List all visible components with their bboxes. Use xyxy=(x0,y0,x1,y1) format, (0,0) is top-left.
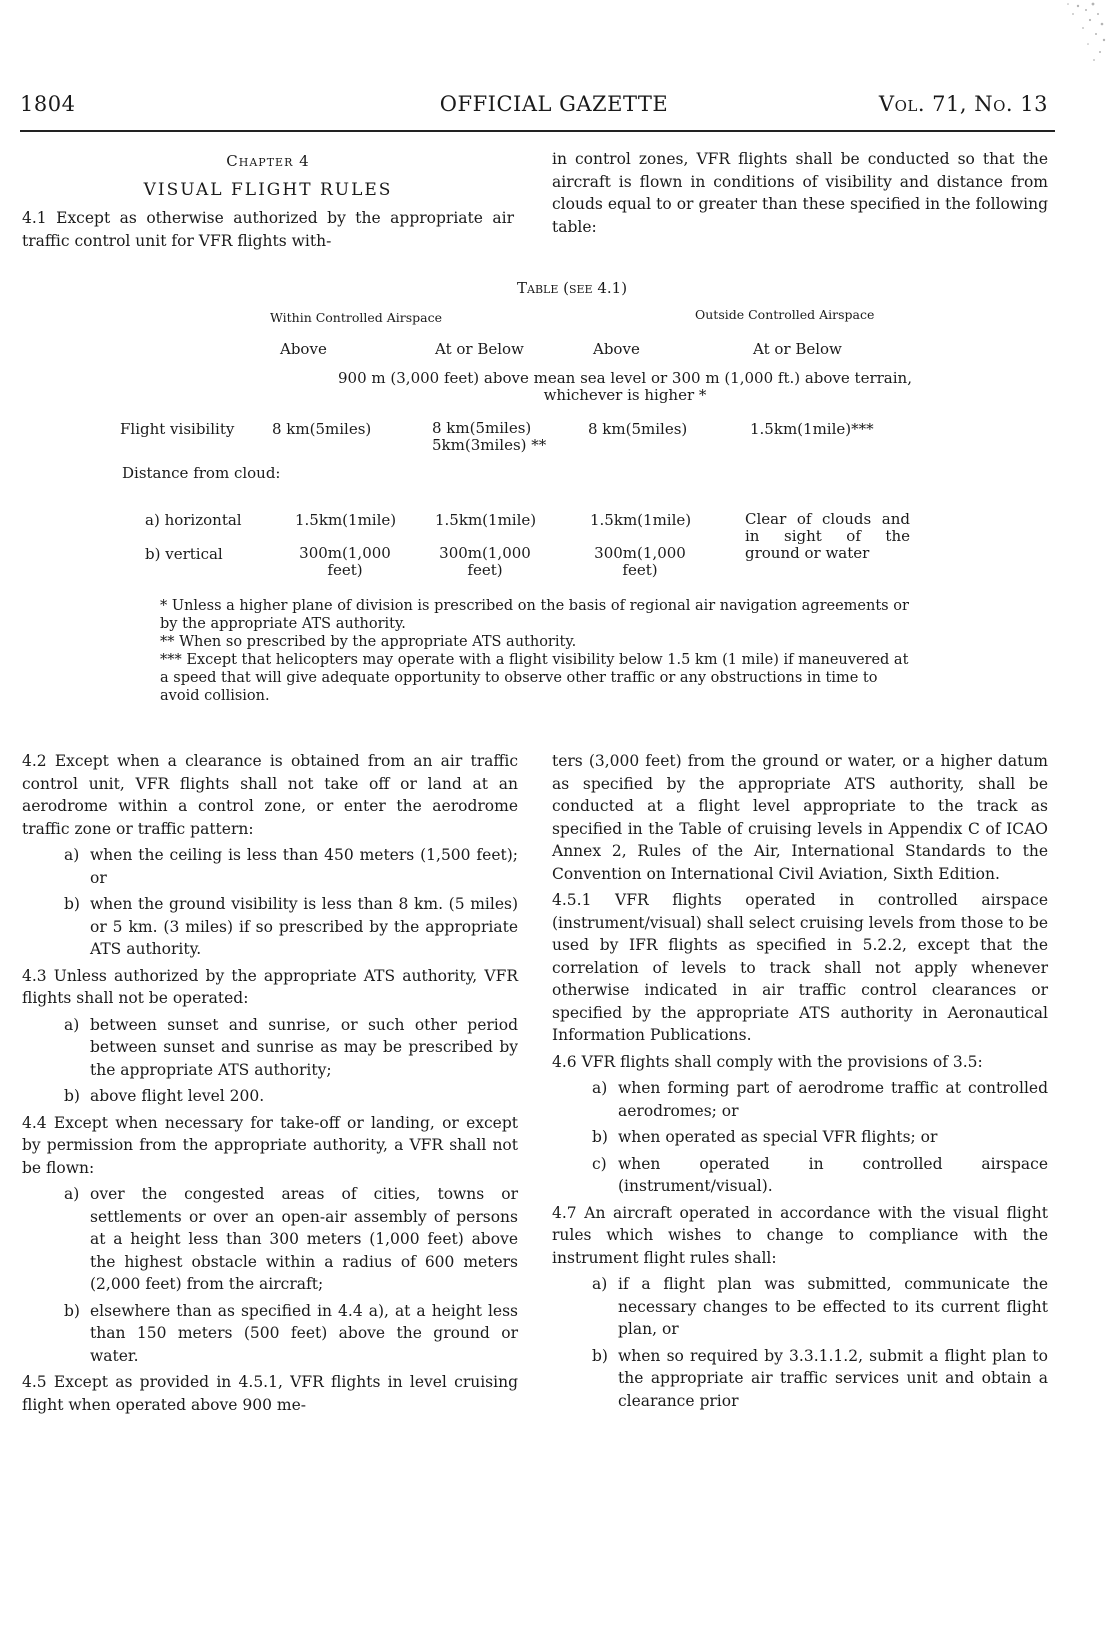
section-4-2: 4.2 Except when a clearance is obtained from an air traffic control unit, VFR flights shall not take off or land at an aerodrome within a control zone, or enter the aerodrome traffic zone or traffic pattern: xyxy=(22,752,518,838)
row-label-flight-visibility: Flight visibility xyxy=(120,420,235,438)
section-4-3: 4.3 Unless authorized by the appropriate ATS authority, VFR flights shall not be operated: xyxy=(22,966,518,1007)
cell-visibility-within-below: 8 km(5miles) 5km(3miles) ** xyxy=(432,419,547,454)
list-item: a) if a flight plan was submitted, communicate the necessary changes to be effected to its current flight plan, or xyxy=(592,1275,1048,1338)
corner-speckle-mark xyxy=(998,0,1108,70)
group-within-header: Within Controlled Airspace xyxy=(270,310,443,325)
table-note-2: ** When so prescribed by the appropriate ATS authority. xyxy=(160,634,577,650)
row-label-distance-from-cloud: Distance from cloud: xyxy=(122,464,281,482)
list-item: b) when so required by 3.3.1.1.2, submit a flight plan to the appropriate air traffic services unit and obtain a clearance prior xyxy=(592,1346,1048,1410)
cell-vertical-outside-above: 300m(1,000 feet) xyxy=(594,544,686,579)
cell-visibility-outside-above: 8 km(5miles) xyxy=(588,420,688,438)
table-note-1: * Unless a higher plane of division is prescribed on the basis of regional air navigation agreements or by the appropriate ATS authority. xyxy=(160,598,909,632)
row-label-horizontal: a) horizontal xyxy=(145,511,242,529)
list-item: a) between sunset and sunrise, or such other period between sunset and sunrise as may be prescribed by the appropriate ATS authority; xyxy=(64,1015,518,1079)
group-outside-header: Outside Controlled Airspace xyxy=(695,307,875,322)
cell-cloud-outside-below: Clear of clouds and in sight of the ground or water xyxy=(745,510,910,562)
col-header-above-within: Above xyxy=(280,340,327,358)
col-header-below-outside: At or Below xyxy=(753,340,842,358)
list-item: b) above flight level 200. xyxy=(64,1087,265,1105)
header-rule xyxy=(20,130,1055,132)
page-number: 1804 xyxy=(20,92,76,116)
cell-vertical-within-above: 300m(1,000 feet) xyxy=(299,544,391,579)
list-item: a) when forming part of aerodrome traffic at controlled aerodromes; or xyxy=(592,1079,1048,1120)
volume-info: Vol. 71, No. 13 xyxy=(878,92,1048,116)
intro-right-column xyxy=(552,148,1048,242)
list-item: a) when the ceiling is less than 450 meters (1,500 feet); or xyxy=(64,846,518,887)
list-item: a) over the congested areas of cities, towns or settlements or over an open-air assembly of persons at a height less than 300 meters (1,000 feet) above the highest obstacle within a radius of 600 meters (2,000 feet) from the aircraft; xyxy=(64,1185,518,1293)
section-4-5-1: 4.5.1 VFR flights operated in controlled airspace (instrument/visual) shall select cruising levels from those to be used by IFR flights as specified in 5.2.2, except that the correlation of levels to track shall not apply whenever otherwise indicated in air traffic control clearances or specified by the appropriate ATS authority in Aeronautical Information Publications. xyxy=(552,891,1048,1044)
page-title: OFFICIAL GAZETTE xyxy=(439,92,669,116)
intro-left-column xyxy=(22,148,514,256)
cell-horizontal-outside-above: 1.5km(1mile) xyxy=(590,511,692,529)
table-note-3: *** Except that helicopters may operate with a flight visibility below 1.5 km (1 mile) if maneuvered at a speed that will give adequate opportunity to observe other traffic or any obstructions in time to avoid collision. xyxy=(160,652,909,704)
section-4-7: 4.7 An aircraft operated in accordance with the visual flight rules which wishes to change to compliance with the instrument flight rules shall: xyxy=(552,1203,1048,1267)
list-item: b) when the ground visibility is less than 8 km. (5 miles) or 5 km. (3 miles) if so prescribed by the appropriate ATS authority. xyxy=(64,895,518,958)
table-caption: Table (see 4.1) xyxy=(517,279,628,297)
list-item: b) elsewhere than as specified in 4.4 a), at a height less than 150 meters (500 feet) above the ground or water. xyxy=(64,1301,518,1365)
list-item: c) when operated in controlled airspace (instrument/visual). xyxy=(592,1154,1048,1195)
cell-visibility-outside-below: 1.5km(1mile)*** xyxy=(750,420,874,438)
list-item: b) when operated as special VFR flights; or xyxy=(592,1128,938,1146)
section-4-4: 4.4 Except when necessary for take-off or landing, or except by permission from the appropriate authority, a VFR shall not be flown: xyxy=(22,1113,518,1177)
cell-visibility-within-above: 8 km(5miles) xyxy=(272,420,372,438)
section-4-1-continued: in control zones, VFR flights shall be conducted so that the aircraft is flown in conditions of visibility and distance from clouds equal to or greater than these specified in the following table: xyxy=(552,150,1048,236)
chapter-title: VISUAL FLIGHT RULES xyxy=(143,179,393,200)
row-label-vertical: b) vertical xyxy=(145,545,223,563)
cell-horizontal-within-above: 1.5km(1mile) xyxy=(295,511,397,529)
section-4-1: 4.1 Except as otherwise authorized by the appropriate air traffic control unit for VFR flights with- xyxy=(22,209,514,250)
division-level-text: 900 m (3,000 feet) above mean sea level or 300 m (1,000 ft.) above terrain, whichever is higher * xyxy=(338,369,912,404)
cell-vertical-within-below: 300m(1,000 feet) xyxy=(439,544,531,579)
cell-horizontal-within-below: 1.5km(1mile) xyxy=(435,511,537,529)
col-header-above-outside: Above xyxy=(593,340,640,358)
right-column xyxy=(552,750,1048,1416)
section-4-6: 4.6 VFR flights shall comply with the provisions of 3.5: xyxy=(552,1052,983,1071)
section-4-5: 4.5 Except as provided in 4.5.1, VFR flights in level cruising flight when operated above 900 me- xyxy=(22,1373,518,1414)
left-column xyxy=(22,750,518,1420)
col-header-below-within: At or Below xyxy=(435,340,524,358)
section-4-5-continued: ters (3,000 feet) from the ground or water, or a higher datum as specified by the appropriate ATS authority, shall be conducted at a flight level appropriate to the track as specified in the Table of cruising levels in Appendix C of ICAO Annex 2, Rules of the Air, International Standards to the Convention on International Civil Aviation, Sixth Edition. xyxy=(552,752,1048,883)
chapter-label: Chapter 4 xyxy=(226,152,310,170)
